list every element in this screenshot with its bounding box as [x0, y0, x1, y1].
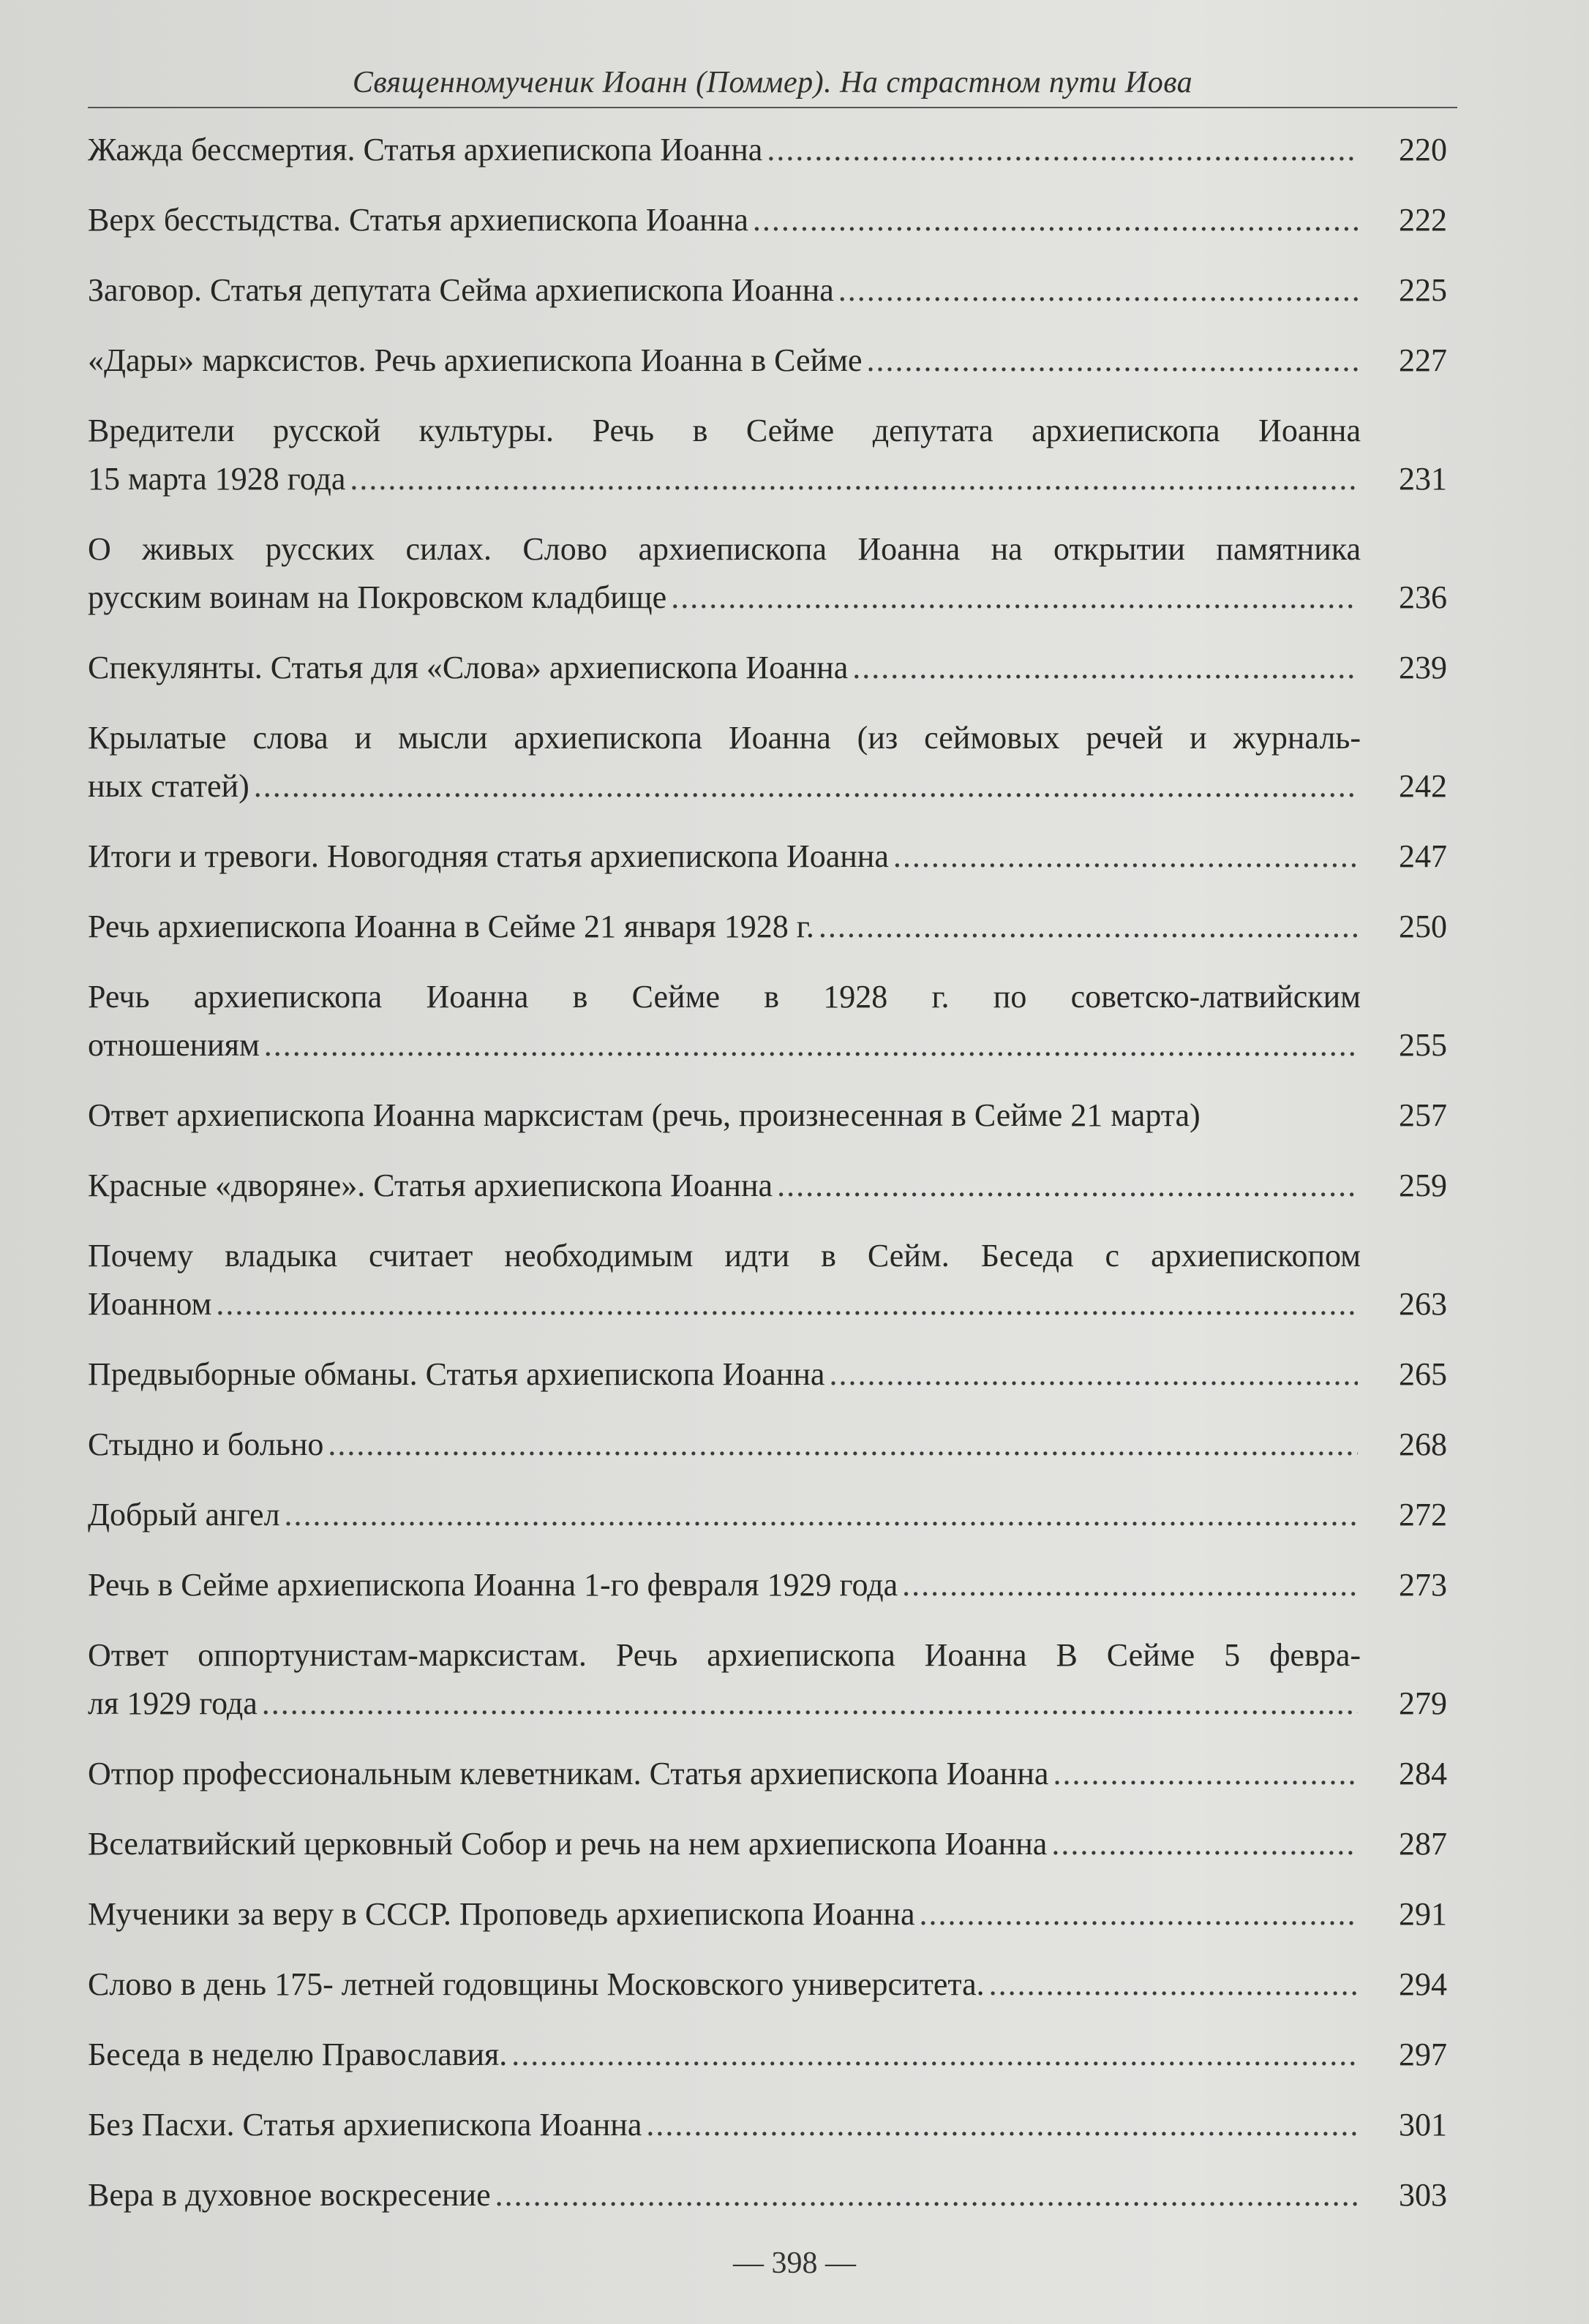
toc-page-number: 236	[1399, 579, 1447, 615]
dot-leader	[646, 2101, 1358, 2149]
toc-entry-title	[88, 407, 1361, 503]
toc-entry	[88, 196, 1447, 244]
toc-entry-line: Крылатые слова и мысли архиепископа Иоанна (из сеймовых речей и журналь-	[88, 720, 1361, 756]
dot-leader	[989, 1960, 1358, 2009]
toc-entry	[88, 126, 1447, 174]
toc-page-number: 227	[1399, 342, 1447, 378]
toc-entry-line: Ответ архиепископа Иоанна марксистам (речь, произнесенная в Сейме 21 марта)	[88, 1097, 1201, 1133]
toc-entry-line: О живых русских силах. Слово архиепископа Иоанна на открытии памятника	[88, 531, 1361, 567]
toc-entry	[88, 1162, 1447, 1210]
toc-entry-title	[88, 1421, 1361, 1469]
toc-entry	[88, 2171, 1447, 2219]
toc-entry	[88, 1421, 1447, 1469]
toc-entry-line: ных статей)	[88, 768, 249, 804]
toc-page-number: 272	[1399, 1497, 1447, 1533]
toc-entry-line: Жажда бессмертия. Статья архиепископа Иоанна	[88, 132, 763, 168]
toc-entry-line: Красные «дворяне». Статья архиепископа Иоанна	[88, 1167, 773, 1203]
toc-entry-title	[88, 126, 1361, 174]
running-head	[88, 63, 1457, 108]
toc-entry-line: Предвыборные обманы. Статья архиепископа Иоанна	[88, 1356, 825, 1392]
toc-entry-title	[88, 1820, 1361, 1868]
running-head-text: Священномученик Иоанн (Поммер). На страстном пути Иова	[352, 66, 1193, 99]
dot-leader	[777, 1162, 1358, 1210]
dot-leader	[671, 574, 1358, 622]
toc-entry-line: 15 марта 1928 года	[88, 461, 346, 497]
toc-entry-line: Без Пасхи. Статья архиепископа Иоанна	[88, 2107, 642, 2143]
toc-entry-title	[88, 1162, 1361, 1210]
toc-entry-line: Речь архиепископа Иоанна в Сейме 21 января 1928 г.	[88, 909, 814, 944]
toc-entry-title	[88, 714, 1361, 811]
toc-entry-title	[88, 903, 1361, 951]
toc-page-number: 265	[1399, 1356, 1447, 1392]
toc-entry-title	[88, 525, 1361, 622]
toc-entry	[88, 1232, 1447, 1328]
toc-entry-line: Добрый ангел	[88, 1497, 280, 1533]
toc-entry-title	[88, 1232, 1361, 1328]
dot-leader	[328, 1421, 1358, 1469]
toc-page-number: 250	[1399, 909, 1447, 944]
dot-leader	[495, 2171, 1358, 2219]
toc-entry-title	[88, 1091, 1361, 1140]
toc-entry-line: Беседа в неделю Православия.	[88, 2037, 508, 2072]
toc-page-number: 239	[1399, 650, 1447, 685]
toc-entry-title	[88, 1350, 1361, 1399]
dot-leader	[902, 1561, 1358, 1609]
toc-entry	[88, 1350, 1447, 1399]
toc-entry-title	[88, 196, 1361, 244]
toc-entry-line: Вера в духовное воскресение	[88, 2177, 491, 2213]
dot-leader	[264, 1021, 1358, 1069]
dot-leader	[262, 1680, 1358, 1728]
toc-page-number: 220	[1399, 132, 1447, 168]
toc-entry-title	[88, 2171, 1361, 2219]
dot-leader	[819, 903, 1358, 951]
toc-page-number: 301	[1399, 2107, 1447, 2143]
toc-entry-line: Слово в день 175- летней годовщины Московского университета.	[88, 1966, 985, 2002]
toc-entry-title	[88, 336, 1361, 385]
toc-entry	[88, 1750, 1447, 1798]
toc-page-number: 247	[1399, 838, 1447, 874]
toc-page-number: 291	[1399, 1896, 1447, 1932]
toc-page-number: 268	[1399, 1426, 1447, 1462]
dot-leader	[893, 832, 1358, 881]
toc-entry	[88, 1491, 1447, 1539]
dot-leader	[753, 196, 1358, 244]
dot-leader	[829, 1350, 1358, 1399]
toc-entry-line: Верх бесстыдства. Статья архиепископа Иоанна	[88, 202, 748, 238]
page-number-footer: — 398 —	[733, 2246, 856, 2280]
dot-leader	[285, 1491, 1358, 1539]
toc-entry-line: ля 1929 года	[88, 1685, 258, 1721]
toc-entry-title	[88, 644, 1361, 692]
dot-leader	[216, 1280, 1358, 1328]
toc-entry-title	[88, 1960, 1361, 2009]
toc-entry	[88, 2031, 1447, 2079]
toc-entry-line: Итоги и тревоги. Новогодняя статья архиепископа Иоанна	[88, 838, 889, 874]
toc-entry	[88, 1890, 1447, 1938]
toc-page-number: 231	[1399, 461, 1447, 497]
toc-page-number: 225	[1399, 272, 1447, 308]
toc-entry-title	[88, 973, 1361, 1069]
toc-entry	[88, 336, 1447, 385]
toc-entry-line: Вредители русской культуры. Речь в Сейме депутата архиепископа Иоанна	[88, 413, 1361, 448]
toc-entry-line: Заговор. Статья депутата Сейма архиепископа Иоанна	[88, 272, 834, 308]
toc-entry-title	[88, 266, 1361, 315]
table-of-contents	[88, 126, 1447, 2241]
toc-entry	[88, 1631, 1447, 1728]
toc-entry-title	[88, 1890, 1361, 1938]
dot-leader	[1051, 1820, 1358, 1868]
toc-entry	[88, 903, 1447, 951]
toc-entry-title	[88, 2031, 1361, 2079]
toc-entry	[88, 525, 1447, 622]
toc-entry-line: «Дары» марксистов. Речь архиепископа Иоанна в Сейме	[88, 342, 863, 378]
toc-entry-title	[88, 832, 1361, 881]
toc-page-number: 222	[1399, 202, 1447, 238]
toc-page-number: 287	[1399, 1826, 1447, 1862]
toc-page-number: 294	[1399, 1966, 1447, 2002]
dot-leader	[867, 336, 1359, 385]
toc-entry	[88, 1091, 1447, 1140]
dot-leader	[852, 644, 1358, 692]
dot-leader	[838, 266, 1358, 315]
dot-leader	[254, 762, 1358, 811]
dot-leader	[1053, 1750, 1358, 1798]
toc-entry-title	[88, 1631, 1361, 1728]
toc-entry	[88, 973, 1447, 1069]
toc-page-number: 257	[1399, 1097, 1447, 1133]
toc-entry	[88, 407, 1447, 503]
toc-page-number: 303	[1399, 2177, 1447, 2213]
toc-page-number: 279	[1399, 1685, 1447, 1721]
toc-entry-title	[88, 1561, 1361, 1609]
toc-entry-title	[88, 1491, 1361, 1539]
toc-entry	[88, 2101, 1447, 2149]
toc-entry	[88, 1561, 1447, 1609]
toc-entry-line: Иоанном	[88, 1286, 212, 1322]
toc-entry	[88, 644, 1447, 692]
toc-page-number: 263	[1399, 1286, 1447, 1322]
toc-page-number: 297	[1399, 2037, 1447, 2072]
toc-entry-line: русским воинам на Покровском кладбище	[88, 579, 667, 615]
toc-page-number: 255	[1399, 1027, 1447, 1063]
dot-leader	[350, 455, 1358, 503]
toc-entry-line: Спекулянты. Статья для «Слова» архиепископа Иоанна	[88, 650, 849, 685]
toc-entry-line: Ответ оппортунистам-марксистам. Речь архиепископа Иоанна В Сейме 5 февра-	[88, 1637, 1361, 1673]
dot-leader	[920, 1890, 1359, 1938]
toc-entry-line: Стыдно и больно	[88, 1426, 324, 1462]
toc-entry-line: отношениям	[88, 1027, 260, 1063]
toc-entry	[88, 714, 1447, 811]
toc-entry	[88, 1820, 1447, 1868]
toc-entry	[88, 832, 1447, 881]
dot-leader	[511, 2031, 1358, 2079]
toc-entry-title	[88, 2101, 1361, 2149]
toc-entry-title	[88, 1750, 1361, 1798]
toc-page-number: 259	[1399, 1167, 1447, 1203]
toc-entry-line: Мученики за веру в СССР. Проповедь архиепископа Иоанна	[88, 1896, 915, 1932]
dot-leader	[767, 126, 1358, 174]
toc-page-number: 273	[1399, 1567, 1447, 1603]
toc-page-number: 284	[1399, 1756, 1447, 1791]
toc-entry-line: Речь в Сейме архиепископа Иоанна 1-го февраля 1929 года	[88, 1567, 898, 1603]
toc-entry-line: Речь архиепископа Иоанна в Сейме в 1928 г. по советско-латвийским	[88, 979, 1361, 1015]
toc-entry-line: Вселатвийский церковный Собор и речь на нем архиепископа Иоанна	[88, 1826, 1048, 1862]
toc-entry	[88, 266, 1447, 315]
toc-entry-line: Почему владыка считает необходимым идти в Сейм. Беседа с архиепископом	[88, 1238, 1361, 1274]
toc-entry	[88, 1960, 1447, 2009]
toc-entry-line: Отпор профессиональным клеветникам. Статья архиепископа Иоанна	[88, 1756, 1049, 1791]
toc-page-number: 242	[1399, 768, 1447, 804]
